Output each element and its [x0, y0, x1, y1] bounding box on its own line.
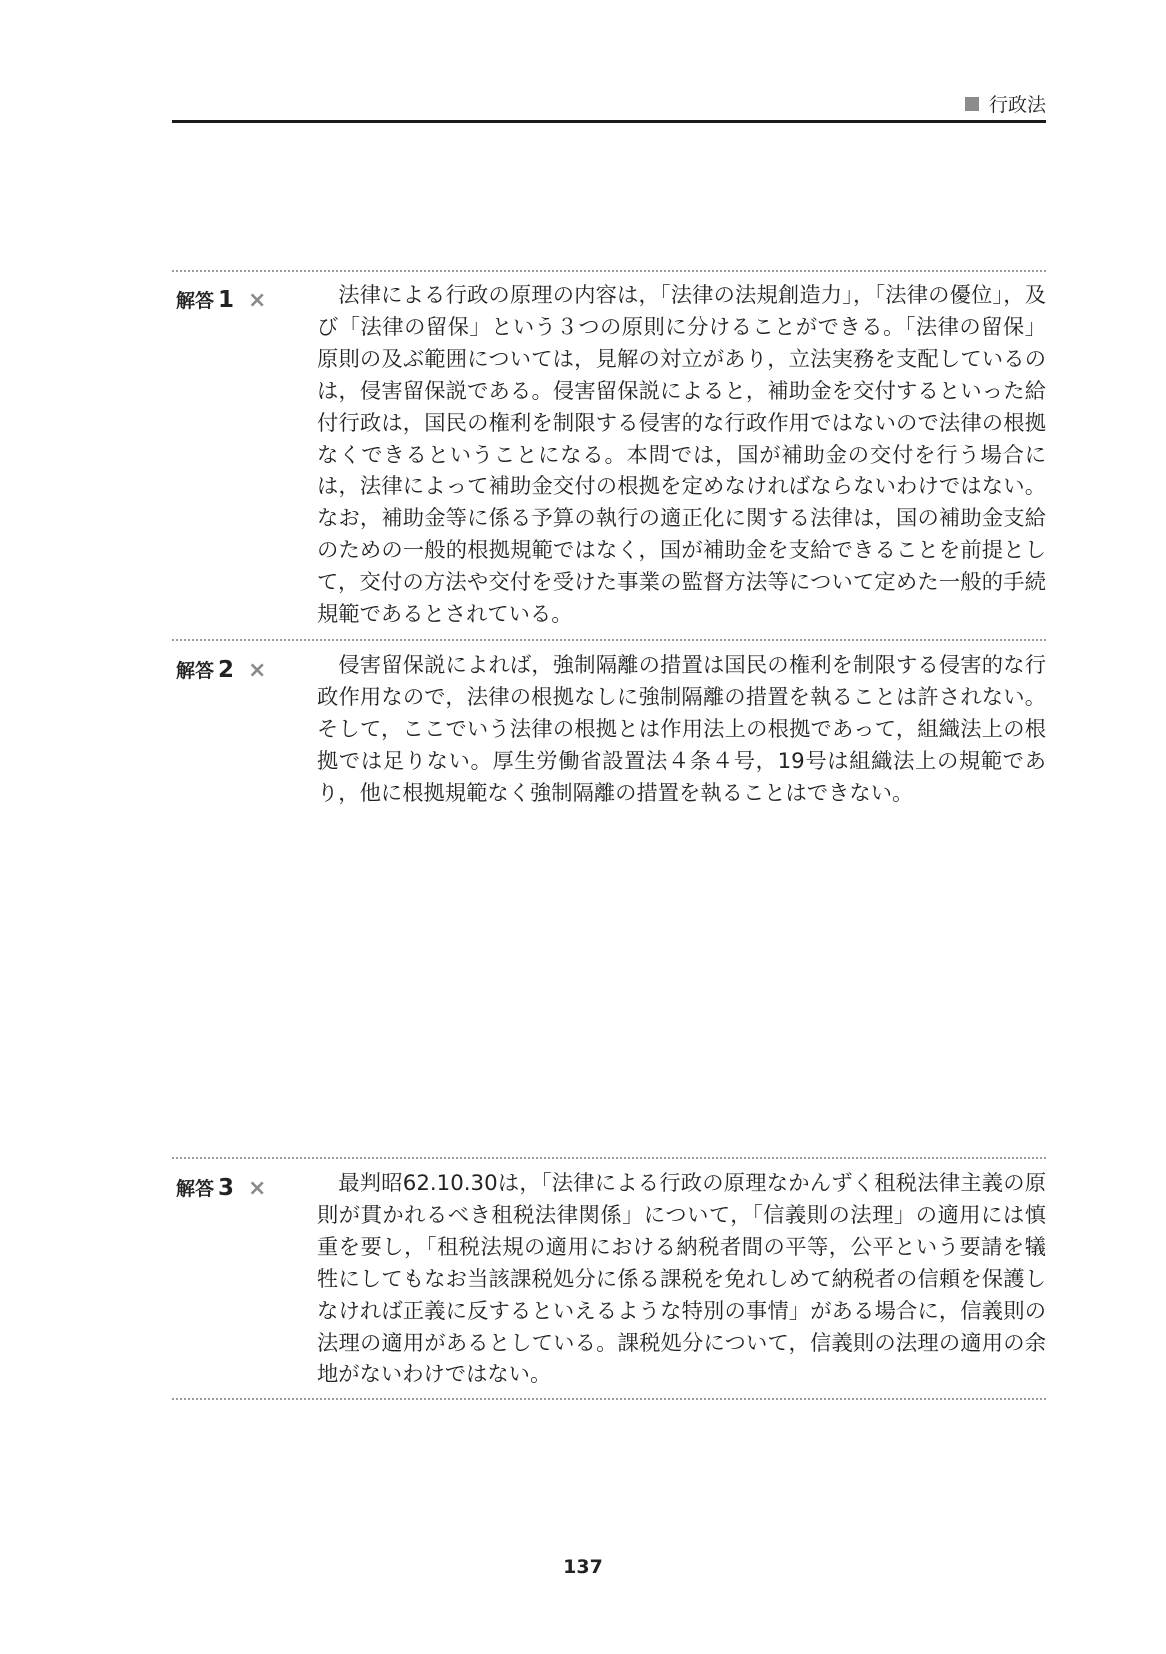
running-header	[172, 82, 1046, 123]
answer-label-word: 解答	[176, 290, 215, 312]
answer-number: 3	[218, 1175, 235, 1201]
divider-middle	[172, 639, 1046, 641]
answer-1-text: 法律による行政の原理の内容は，「法律の法規創造力」，「法律の優位」，及び「法律の留保」という３つの原則に分けることができる。「法律の留保」原則の及ぶ範囲については，見解の対立があり，立法実務を支配しているのは，侵害留保説である。侵害留保説によると，補助金を交付するといった給付行政は，国民の権利を制限する侵害的な行政作用ではないので法律の根拠なくできるということになる。本問では，国が補助金の交付を行う場合には，法律によって補助金交付の根拠を定めなければならないわけではない。なお，補助金等に係る予算の執行の適正化に関する法律は，国の補助金支給のための一般的根拠規範ではなく，国が補助金を支給できることを前提として，交付の方法や交付を受けた事業の監督方法等について定めた一般的手続規範であるとされている。	[317, 283, 1046, 628]
answer-number: 2	[218, 657, 235, 683]
answer-label-word: 解答	[176, 660, 215, 682]
divider-top-1	[172, 270, 1046, 272]
answer-2-text: 侵害留保説によれば，強制隔離の措置は国民の権利を制限する侵害的な行政作用なので，法律の根拠なしに強制隔離の措置を執ることは許されない。そして，ここでいう法律の根拠とは作用法上の根拠であって，組織法上の根拠では足りない。厚生労働省設置法４条４号，19号は組織法上の規範であり，他に根拠規範なく強制隔離の措置を執ることはできない。	[317, 653, 1046, 806]
divider-top-3	[172, 1157, 1046, 1159]
header-section	[965, 90, 1046, 117]
answer-1-label	[176, 286, 266, 313]
header-section-title: 行政法	[988, 94, 1046, 116]
page-number: 137	[563, 1556, 603, 1578]
answer-label-word: 解答	[176, 1178, 215, 1200]
incorrect-mark-icon: ×	[248, 1176, 267, 1201]
incorrect-mark-icon: ×	[248, 288, 267, 313]
answer-2-label	[176, 656, 266, 683]
header-square-icon	[965, 97, 979, 111]
answer-3-text: 最判昭62.10.30は，「法律による行政の原理なかんずく租税法律主義の原則が貫かれるべき租税法律関係」について，「信義則の法理」の適用には慎重を要し，「租税法規の適用における納税者間の平等，公平という要請を犠牲にしてもなお当該課税処分に係る課税を免れしめて納税者の信頼を保護しなければ正義に反するといえるような特別の事情」がある場合に，信義則の法理の適用があるとしている。課税処分について，信義則の法理の適用の余地がないわけではない。	[317, 1171, 1046, 1388]
divider-bottom	[172, 1398, 1046, 1400]
answer-3-label	[176, 1174, 266, 1201]
answer-number: 1	[218, 287, 235, 313]
incorrect-mark-icon: ×	[248, 658, 267, 683]
